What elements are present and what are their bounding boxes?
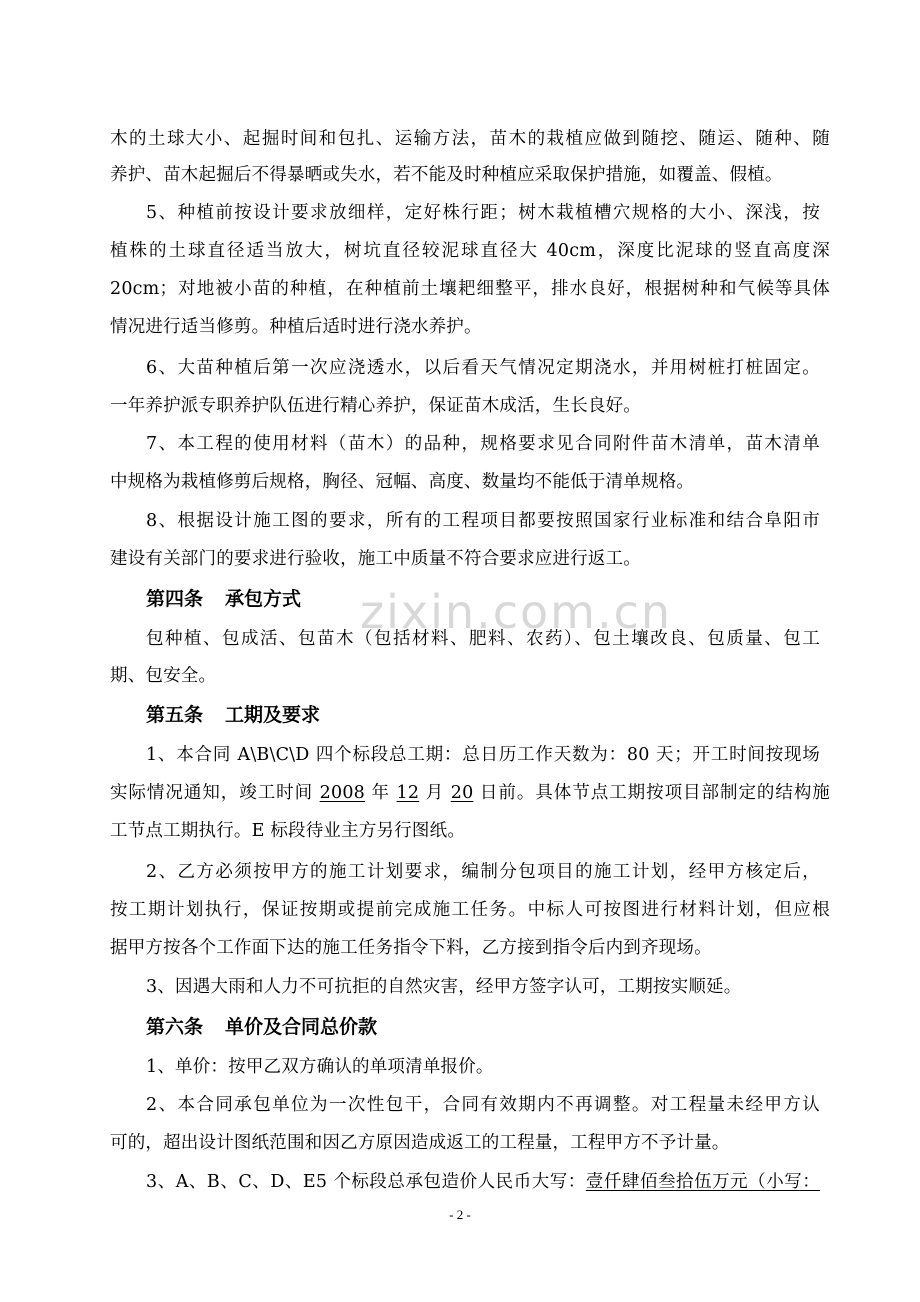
paragraph-line: 2、本合同承包单位为一次性包干，合同有效期内不再调整。对工程量未经甲方认 [146, 1095, 820, 1115]
completion-day: 20 [450, 783, 474, 803]
completion-year: 2008 [319, 783, 365, 803]
paragraph-line: 3、因遇大雨和人力不可抗拒的自然灾害，经甲方签字认可，工期按实顺延。 [146, 977, 742, 997]
section-number: 第四条 [146, 588, 204, 610]
text-segment: 日前。具体节点工期按项目部制定的结构施 [473, 783, 831, 803]
section-heading-4 [146, 582, 301, 616]
paragraph-line: 工节点工期执行。E 标段待业主方另行图纸。 [110, 821, 466, 841]
paragraph-line: 可的，超出设计图纸范围和因乙方原因造成返工的工程量，工程甲方不予计量。 [110, 1133, 730, 1153]
paragraph-line: 8、根据设计施工图的要求，所有的工程项目都要按照国家行业标准和结合阜阳市 [146, 511, 820, 531]
watermark: zixin.com.cn [360, 585, 673, 639]
paragraph-line: 期、包安全。 [110, 666, 217, 686]
paragraph-line: 一年养护派专职养护队伍进行精心养护，保证苗木成活，生长良好。 [110, 396, 641, 416]
section-title: 承包方式 [225, 588, 302, 610]
paragraph-line: 木的土球大小、起掘时间和包扎、运输方法，苗木的栽植应做到随挖、随运、随种、随 [110, 129, 830, 149]
paragraph-line: 包种植、包成活、包苗木（包括材料、肥料、农药）、包土壤改良、包质量、包工 [146, 629, 820, 649]
paragraph-line: 养护、苗木起掘后不得暴晒或失水，若不能及时种植应采取保护措施，如覆盖、假植。 [110, 165, 783, 185]
page-number: - 2 - [449, 1207, 471, 1222]
paragraph-line: 7、本工程的使用材料（苗木）的品种，规格要求见合同附件苗木清单，苗木清单 [146, 434, 820, 454]
paragraph-line: 情况进行适当修剪。种植后适时进行浇水养护。 [110, 317, 482, 337]
paragraph-line: 中规格为栽植修剪后规格，胸径、冠幅、高度、数量均不能低于清单规格。 [110, 472, 695, 492]
paragraph-line: 按工期计划执行，保证按期或提前完成施工任务。中标人可按图进行材料计划，但应根 [110, 900, 830, 920]
paragraph-line: 1、单价：按甲乙双方确认的单项清单报价。 [146, 1057, 494, 1077]
paragraph-line: 据甲方按各个工作面下达的施工任务指令下料，乙方接到指令后内到齐现场。 [110, 938, 712, 958]
paragraph-line: 20cm；对地被小苗的种植，在种植前土壤耙细整平，排水良好，根据树种和气候等具体 [110, 279, 830, 299]
paragraph-line: 1、本合同 A\B\C\D 四个标段总工期：总日历工作天数为：80 天；开工时间按现场 [146, 745, 820, 765]
paragraph-line: 2、乙方必须按甲方的施工计划要求，编制分包项目的施工计划，经甲方核定后， [146, 862, 820, 882]
section-number: 第五条 [146, 704, 204, 726]
section-heading-5 [146, 698, 320, 732]
completion-month: 12 [396, 783, 420, 803]
text-segment: 实际情况通知，竣工时间 [110, 783, 320, 803]
paragraph-line [110, 778, 830, 808]
section-title: 工期及要求 [225, 704, 321, 726]
total-price-text: 壹仟肆佰叁拾伍万元（小写： [585, 1172, 820, 1192]
text-segment: 年 [365, 783, 397, 803]
paragraph-line: 5、种植前按设计要求放细样，定好株行距；树木栽植槽穴规格的大小、深浅，按 [146, 203, 820, 223]
paragraph-line: 植株的土球直径适当放大，树坑直径较泥球直径大 40cm，深度比泥球的竖直高度深 [110, 241, 830, 261]
text-segment: 3、A、B、C、D、E5 个标段总承包造价人民币大写： [146, 1172, 586, 1192]
text-segment: 月 [419, 783, 451, 803]
paragraph-line: 建设有关部门的要求进行验收，施工中质量不符合要求应进行返工。 [110, 549, 641, 569]
section-title: 单价及合同总价款 [225, 1016, 378, 1038]
paragraph-line [146, 1167, 820, 1197]
section-number: 第六条 [146, 1016, 204, 1038]
section-heading-6 [146, 1010, 377, 1044]
paragraph-line: 6、大苗种植后第一次应浇透水，以后看天气情况定期浇水，并用树桩打桩固定。 [146, 358, 820, 378]
